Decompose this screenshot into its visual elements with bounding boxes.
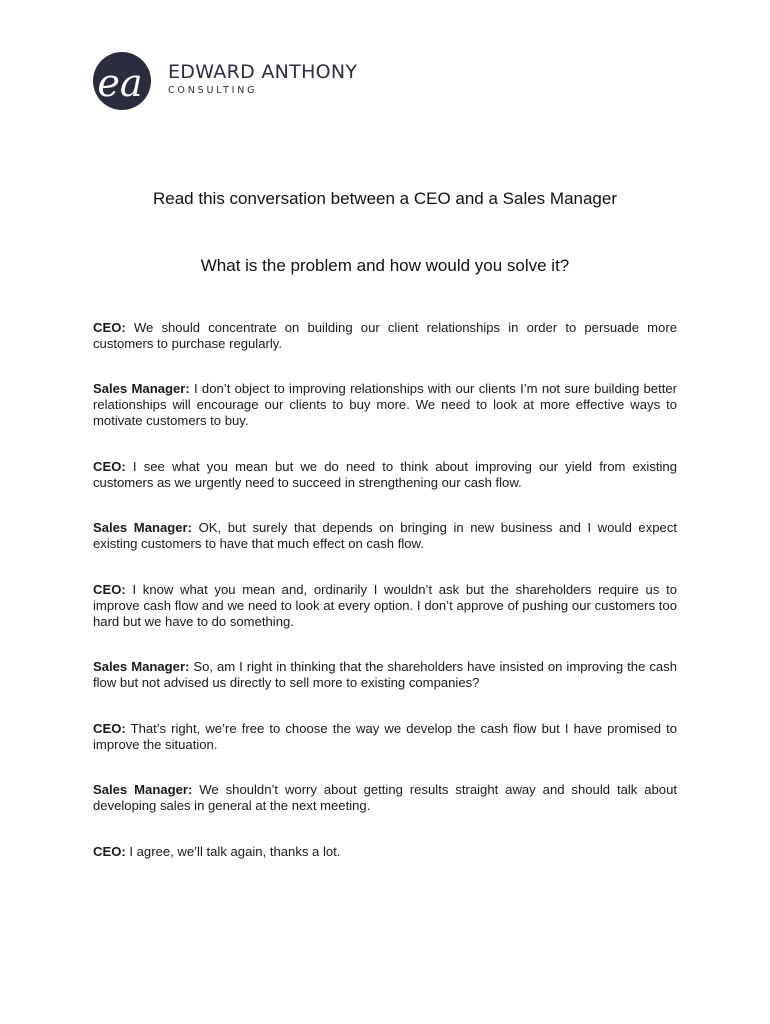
speaker-label: Sales Manager: [93, 782, 193, 797]
turn-text: We should concentrate on building our client relationships in order to persuade more customers to purchase regularly. [93, 320, 677, 351]
speaker-label: CEO: [93, 582, 126, 597]
speaker-label: CEO: [93, 320, 126, 335]
dialogue-turn [93, 582, 677, 630]
document-title: Read this conversation between a CEO and a Sales Manager [153, 189, 617, 208]
speaker-label: CEO: [93, 844, 126, 859]
turn-text: We shouldn’t worry about getting results straight away and should talk about developing sales in general at the next meeting. [93, 782, 678, 813]
dialogue-turn [93, 459, 677, 491]
turn-text: That’s right, we’re free to choose the way we develop the cash flow but I have promised to improve the situation. [93, 721, 677, 752]
turn-text: I know what you mean and, ordinarily I wouldn’t ask but the shareholders require us to improve cash flow and we need to look at every option. I don’t approve of pushing our customers too hard but we have to do something. [93, 582, 677, 629]
turn-text: I don’t object to improving relationships with our clients I’m not sure building better relationships will encourage our clients to buy more. We need to look at more effective ways to motivate customers to buy. [93, 381, 677, 428]
speaker-label: Sales Manager: [93, 659, 190, 674]
turn-text: OK, but surely that depends on bringing in new business and I would expect existing customers to have that much effect on cash flow. [93, 520, 678, 551]
company-logo [90, 52, 357, 110]
ea-monogram-logo [90, 52, 154, 110]
dialogue-turn [93, 381, 677, 429]
company-name: EDWARD ANTHONY [168, 60, 358, 83]
dialogue-turn [93, 520, 677, 552]
dialogue-turn [93, 844, 677, 860]
speaker-label: CEO: [93, 721, 126, 736]
company-subtitle: CONSULTING [168, 84, 258, 96]
document-question: What is the problem and how would you solve it? [200, 256, 570, 275]
turn-text: So, am I right in thinking that the shareholders have insisted on improving the cash flow but not advised us directly to sell more to existing companies? [93, 659, 678, 690]
speaker-label: Sales Manager: [93, 520, 192, 535]
dialogue-turn [93, 721, 677, 753]
speaker-label: CEO: [93, 459, 126, 474]
dialogue-turn [93, 659, 677, 691]
dialogue-turn [93, 782, 677, 814]
logo-monogram: ea [97, 61, 143, 105]
dialogue-turn [93, 320, 677, 352]
turn-text: I see what you mean but we do need to think about improving our yield from existing customers as we urgently need to succeed in strengthening our cash flow. [93, 459, 677, 490]
turn-text: I agree, we’ll talk again, thanks a lot. [125, 844, 341, 859]
speaker-label: Sales Manager: [93, 381, 190, 396]
